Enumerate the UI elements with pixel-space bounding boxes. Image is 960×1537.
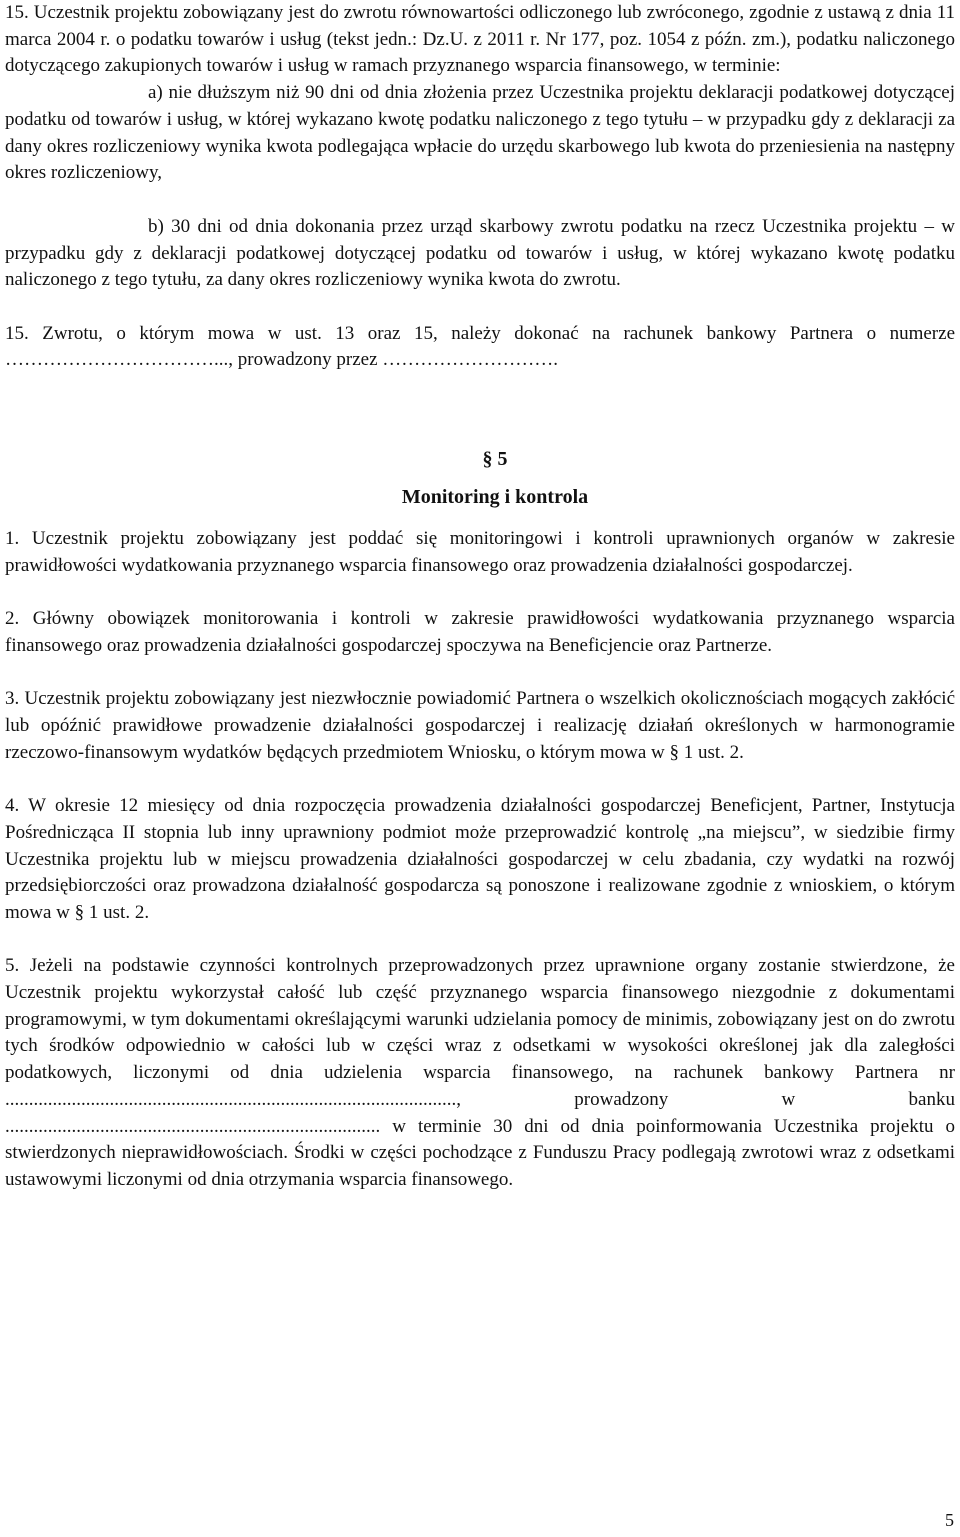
paragraph-3: 3. Uczestnik projektu zobowiązany jest niezwłocznie powiadomić Partnera o wszelkich okolicznościach mogących zakłócić lub opóźnić prawidłowe prowadzenie działalności gospodarczej i realizację działań określonych w harmonogramie rzeczowo-finansowym wydatków będących przedmiotem Wniosku, o którym mowa w § 1 ust. 2. — [5, 688, 955, 763]
paragraph-1: 1. Uczestnik projektu zobowiązany jest poddać się monitoringowi i kontroli uprawnionych organów w zakresie prawidłowości wydatkowania przyznanego wsparcia finansowego oraz prowadzenia działalności gospodarczej. — [5, 528, 955, 576]
paragraph-4: 4. W okresie 12 miesięcy od dnia rozpoczęcia prowadzenia działalności gospodarczej Beneficjent, Partner, Instytucja Pośrednicząca II stopnia lub inny uprawniony podmiot może przeprowadzić kontrolę „na miejscu”, w siedzibie firmy Uczestnika projektu lub w miejscu prowadzenia działalności gospodarczej w celu zbadania, czy wydatki na rozwój przedsiębiorczości oraz prowadzona działalność gospodarcza są ponoszone i realizowane zgodnie z wnioskiem, o którym mowa w § 1 ust. 2. — [5, 795, 955, 923]
paragraph-2: 2. Główny obowiązek monitorowania i kontroli w zakresie prawidłowości wydatkowania przyznanego wsparcia finansowego oraz prowadzenia działalności gospodarczej spoczywa na Beneficjencie oraz Partnerze. — [5, 608, 955, 656]
paragraph-5: 5. Jeżeli na podstawie czynności kontrolnych przeprowadzonych przez uprawnione organy zostanie stwierdzone, że Uczestnik projektu wykorzystał całość lub część przyznanego wsparcia finansowego niezgodnie z dokumentami programowymi, w tym dokumentami określającymi warunki udzielania pomocy de minimis, zobowiązany jest on do zwrotu tych środków odpowiednio w całości lub w części wraz z odsetkami w wysokości określonej jak dla zaległości podatkowych, liczonymi od dnia udzielenia wsparcia finansowego, na rachunek bankowy Partnera nr ..............................................................................................., prowadzony w banku ............................................................................... w terminie 30 dni od dnia poinformowania Uczestnika projektu o stwierdzonych nieprawidłowościach. Środki w części pochodzące z Funduszu Pracy podlegają zwrotowi wraz z odsetkami ustawowymi liczonymi od dnia otrzymania wsparcia finansowego. — [5, 955, 955, 1190]
item-15-intro: 15. Uczestnik projektu zobowiązany jest do zwrotu równowartości odliczonego lub zwróconego, zgodnie z ustawą z dnia 11 marca 2004 r. o podatku towarów i usług (tekst jedn.: Dz.U. z 2011 r. Nr 177, poz. 1054 z późn. zm.), podatku naliczonego dotyczącego zakupionych towarów i usług w ramach przyznanego wsparcia finansowego, w terminie: — [5, 2, 955, 77]
item-15-point-a: a) nie dłuższym niż 90 dni od dnia złożenia przez Uczestnika projektu deklaracji podatkowej dotyczącej podatku od towarów i usług, w której wykazano kwotę podatku naliczonego z tego tytułu – w przypadku gdy z deklaracji za dany okres rozliczeniowy wynika kwota podlegająca wpłacie do urzędu skarbowego lub kwota do przeniesienia na następny okres rozliczeniowy, — [5, 82, 955, 184]
section-title: Monitoring i kontrola — [401, 486, 589, 509]
page-number: 5 — [945, 1510, 954, 1530]
item-15-return-account: 15. Zwrotu, o którym mowa w ust. 13 oraz 15, należy dokonać na rachunek bankowy Partnera o numerze ……………………………..., prowadzony przez ………………………. — [5, 322, 955, 371]
item-15-point-b: b) 30 dni od dnia dokonania przez urząd skarbowy zwrotu podatku na rzecz Uczestnika projektu – w przypadku gdy z deklaracji podatkowej dotyczącej podatku od towarów i usług, w której wykazano kwotę podatku naliczonego z tego tytułu, za dany okres rozliczeniowy wynika kwota do zwrotu. — [5, 215, 955, 291]
section-number: § 5 — [482, 448, 508, 471]
document-page — [5, 0, 955, 1194]
